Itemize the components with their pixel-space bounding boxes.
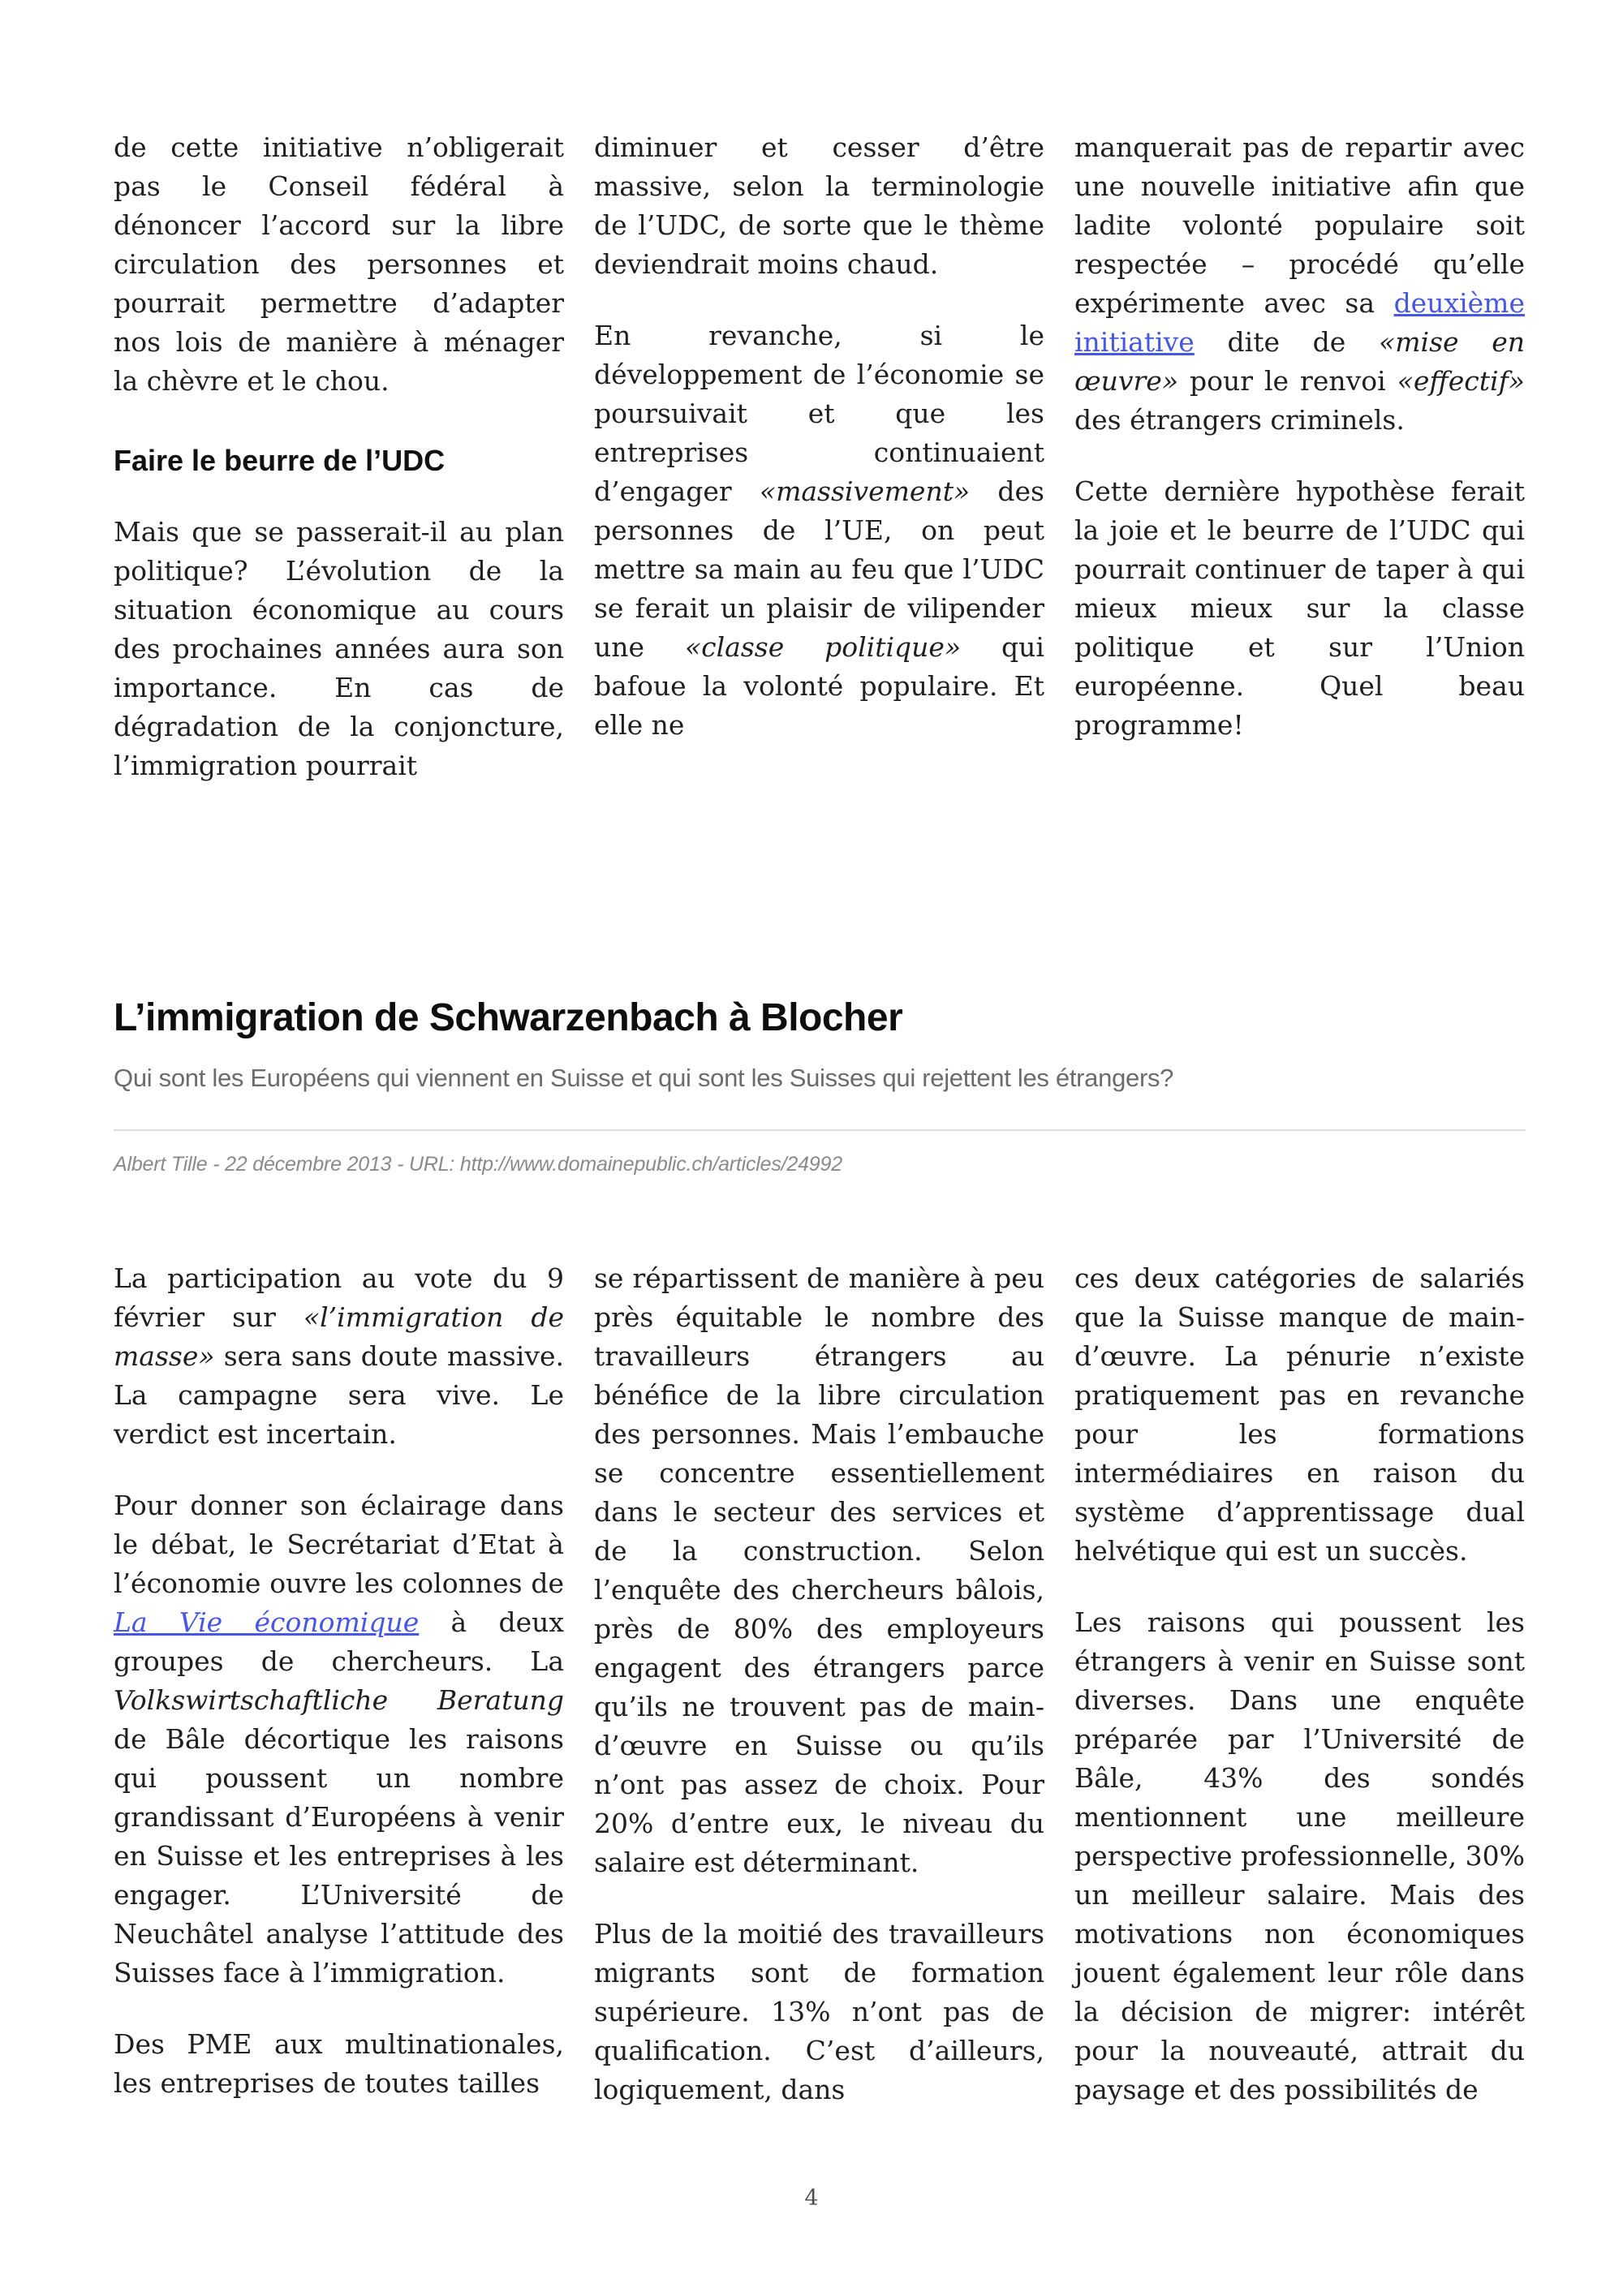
- column-2: [594, 1259, 1044, 2109]
- text-segment: Plus de la moitié des travailleurs migrants sont de formation supérieure. 13% n’ont pas de qualification. C’est d’ailleurs, logiquement, dans: [594, 1918, 1044, 2105]
- paragraph: [1074, 472, 1525, 745]
- column-3: [1074, 128, 1525, 785]
- text-segment: se répartissent de manière à peu près équitable le nombre des travailleurs étrangers au bénéfice de la libre circulation des personnes. Mais l’embauche se concentre essentiellement dans le secteur des services et de la construction. Selon l’enquête des chercheurs bâlois, près de 80% des employeurs engagent des étrangers parce qu’ils ne trouvent pas de main-d’œuvre en Suisse ou qu’ils n’ont pas assez de choix. Pour 20% d’entre eux, le niveau du salaire est déterminant.: [594, 1262, 1044, 1878]
- text-segment: de Bâle décortique les raisons qui poussent un nombre grandissant d’Européens à venir en Suisse et les entreprises à les engager. L’Université de Neuchâtel analyse l’attitude des Suisses face à l’immigration.: [114, 1723, 564, 1989]
- column-1: [114, 128, 564, 785]
- text-segment: à deux groupes de chercheurs. La: [114, 1606, 565, 1677]
- text-segment: pour le renvoi: [1178, 365, 1397, 397]
- text-segment: Les raisons qui poussent les étrangers à venir en Suisse sont diverses. Dans une enquête préparée par l’Université de Bâle, 43% des sondés mentionnent une meilleure perspective professionnelle, 30% un meilleur salaire. Mais des motivations non économiques jouent également leur rôle dans la décision de migrer: intérêt pour la nouveauté, attrait du paysage et des possibilités de: [1074, 1606, 1525, 2105]
- paragraph: [1074, 1259, 1525, 1571]
- text-segment: sera sans doute massive. La campagne sera vive. Le verdict est incertain.: [114, 1340, 564, 1450]
- text-segment: qui bafoue la volonté populaire. Et elle ne: [594, 631, 1044, 741]
- paragraph: [594, 1915, 1044, 2109]
- paragraph: [594, 128, 1044, 284]
- link-la-vie-economique[interactable]: La Vie économique: [114, 1606, 420, 1638]
- paragraph: [594, 316, 1044, 745]
- paragraph: [114, 513, 564, 785]
- divider: [114, 1129, 1526, 1131]
- article-header: [114, 995, 1526, 1176]
- page-number: 4: [804, 2186, 819, 2211]
- emphasis-text: «mise en œuvre»: [1074, 326, 1525, 397]
- paragraph: [1074, 128, 1525, 440]
- emphasis-text: Volkswirtschaftliche Beratung: [114, 1684, 564, 1716]
- column-3: [1074, 1259, 1525, 2109]
- text-segment: manquerait pas de repartir avec une nouvelle initiative afin que ladite volonté populaire soit respectée – procédé qu’elle expérimente avec sa: [1074, 131, 1525, 319]
- text-segment: Pour donner son éclairage dans le débat, le Secrétariat d’Etat à l’économie ouvre les colonnes de: [114, 1490, 564, 1599]
- article-subtitle: Qui sont les Européens qui viennent en Suisse et qui sont les Suisses qui rejettent les étrangers?: [114, 1064, 1174, 1092]
- text-segment: Mais que se passerait-il au plan politique? L’évolution de la situation économique au cours des prochaines années aura son importance. En cas de dégradation de la conjoncture, l’immigration pourrait: [114, 516, 564, 781]
- text-segment: des personnes de l’UE, on peut mettre sa main au feu que l’UDC se ferait un plaisir de vilipender une: [594, 475, 1044, 663]
- top-article-columns: [114, 128, 1526, 785]
- paragraph: [114, 2025, 564, 2103]
- paragraph: [114, 1486, 564, 1993]
- emphasis-text: «classe politique»: [684, 631, 962, 663]
- paragraph: [114, 128, 564, 401]
- text-segment: ces deux catégories de salariés que la Suisse manque de main-d’œuvre. La pénurie n’existe pratiquement pas en revanche pour les formations intermédiaires en raison du système d’apprentissage dual helvétique qui est un succès.: [1074, 1262, 1525, 1567]
- emphasis-text: «l’immigration de masse»: [114, 1301, 564, 1372]
- paragraph: [114, 1259, 564, 1454]
- text-segment: Cette dernière hypothèse ferait la joie et le beurre de l’UDC qui pourrait continuer de taper à qui mieux mieux sur la classe politique et sur l’Union européenne. Quel beau programme!: [1074, 475, 1525, 741]
- text-segment: des étrangers criminels.: [1074, 404, 1405, 436]
- text-segment: La participation au vote du 9 février sur: [114, 1262, 564, 1333]
- text-segment: Des PME aux multinationales, les entreprises de toutes tailles: [114, 2028, 564, 2099]
- section-heading: Faire le beurre de l’UDC: [114, 444, 446, 477]
- text-segment: de cette initiative n’obligerait pas le Conseil fédéral à dénoncer l’accord sur la libre circulation des personnes et pourrait permettre d’adapter nos lois de manière à ménager la chèvre et le chou.: [114, 131, 564, 397]
- text-segment: dite de: [1194, 326, 1380, 358]
- text-segment: En revanche, si le développement de l’économie se poursuivait et que les entreprises continuaient d’engager: [594, 320, 1044, 507]
- bottom-article-columns: [114, 1259, 1526, 2109]
- link-deuxieme-initiative[interactable]: deuxième initiative: [1074, 287, 1525, 358]
- article-byline: Albert Tille - 22 décembre 2013 - URL: http://www.domainepublic.ch/articles/24992: [114, 1153, 842, 1176]
- column-1: [114, 1259, 564, 2109]
- column-2: [594, 128, 1044, 785]
- emphasis-text: «effectif»: [1397, 365, 1525, 397]
- article-title: L’immigration de Schwarzenbach à Blocher: [114, 996, 903, 1039]
- text-segment: diminuer et cesser d’être massive, selon la terminologie de l’UDC, de sorte que le thème deviendrait moins chaud.: [594, 131, 1044, 280]
- emphasis-text: «massivement»: [759, 475, 971, 507]
- paragraph: [594, 1259, 1044, 1882]
- paragraph: [1074, 1603, 1525, 2109]
